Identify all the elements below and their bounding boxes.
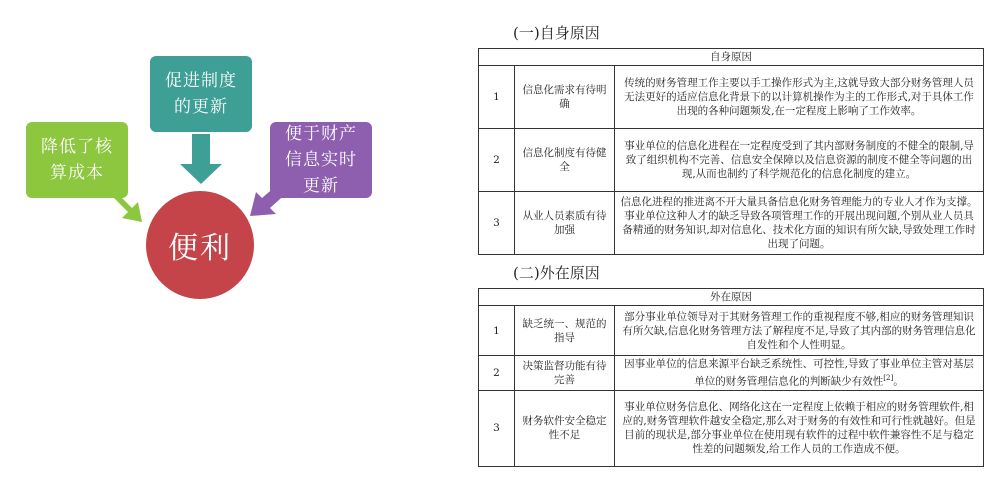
row-number: 3	[479, 390, 515, 466]
table-row	[479, 192, 984, 255]
internal-table-header: 自身原因	[479, 49, 984, 66]
row-desc-tail: 。	[893, 375, 904, 388]
row-number: 2	[479, 356, 515, 391]
table-row	[479, 66, 984, 129]
table-row	[479, 306, 984, 356]
external-table-header: 外在原因	[479, 289, 984, 306]
teal-arrow	[180, 134, 222, 184]
row-desc: 信息化进程的推进离不开大量具备信息化财务管理能力的专业人才作为支撑。事业单位这种人才的缺乏导致各项管理工作的开展出现问题,个别从业人员具备精通的财务知识,却对信息化、技术化方面的知识有所欠缺,导致处理工作时出现了问题。	[615, 192, 984, 255]
box-reduce-cost: 降低了核算成本	[26, 122, 128, 198]
citation-ref: [2]	[883, 374, 894, 382]
benefit-diagram	[0, 0, 440, 478]
row-name: 财务软件安全稳定性不足	[515, 390, 615, 466]
row-desc: 事业单位财务信息化、网络化这在一定程度上依赖于相应的财务管理软件,相应的,财务管理软件越安全稳定,那么对于财务的有效性和可行性就越好。但是目前的现状是,部分事业单位在使用现有软件的过程中软件兼容性不足与稳定性差的问题频发,给工作人员的工作造成不便。	[615, 390, 984, 466]
internal-section-title: (一)自身原因	[513, 24, 600, 42]
row-desc: 部分事业单位领导对于其财务管理工作的重视程度不够,相应的财务管理知识有所欠缺,信息化财务管理方法了解程度不足,导致了其内部的财务管理信息化自发性和个人性明显。	[615, 306, 984, 356]
row-name: 信息化制度有待健全	[515, 129, 615, 192]
row-number: 1	[479, 306, 515, 356]
table-row	[479, 356, 984, 391]
green-arrow	[100, 196, 142, 222]
row-name: 决策监督功能有待完善	[515, 356, 615, 391]
row-number: 2	[479, 129, 515, 192]
row-name: 信息化需求有待明确	[515, 66, 615, 129]
external-section-title: (二)外在原因	[513, 264, 600, 282]
row-number: 3	[479, 192, 515, 255]
row-desc: 事业单位的信息化进程在一定程度受到了其内部财务制度的不健全的限制,导致了组织机构不完善、信息安全保障以及信息资源的制度不健全等问题的出现,从而也制约了科学规范化的信息化制度的建立。	[615, 129, 984, 192]
external-reasons-table	[478, 288, 984, 467]
row-desc: 传统的财务管理工作主要以手工操作形式为主,这就导致大部分财务管理人员无法更好的适应信息化背景下的以计算机操作为主的工作形式,对于具体工作出现的各种问题频发,在一定程度上影响了工作效率。	[615, 66, 984, 129]
row-name: 从业人员素质有待加强	[515, 192, 615, 255]
table-row	[479, 129, 984, 192]
box-promote-system: 促进制度的更新	[150, 56, 252, 132]
box-realtime-update: 便于财产信息实时更新	[270, 122, 372, 198]
center-circle: 便利	[146, 191, 254, 299]
row-name: 缺乏统一、规范的指导	[515, 306, 615, 356]
table-row	[479, 390, 984, 466]
row-number: 1	[479, 66, 515, 129]
internal-reasons-table	[478, 48, 984, 255]
row-desc-text: 因事业单位的信息来源平台缺乏系统性、可控性,导致了事业单位主管对基层单位的财务管理信息化的判断缺少有效性	[624, 358, 974, 388]
row-desc	[615, 356, 984, 391]
